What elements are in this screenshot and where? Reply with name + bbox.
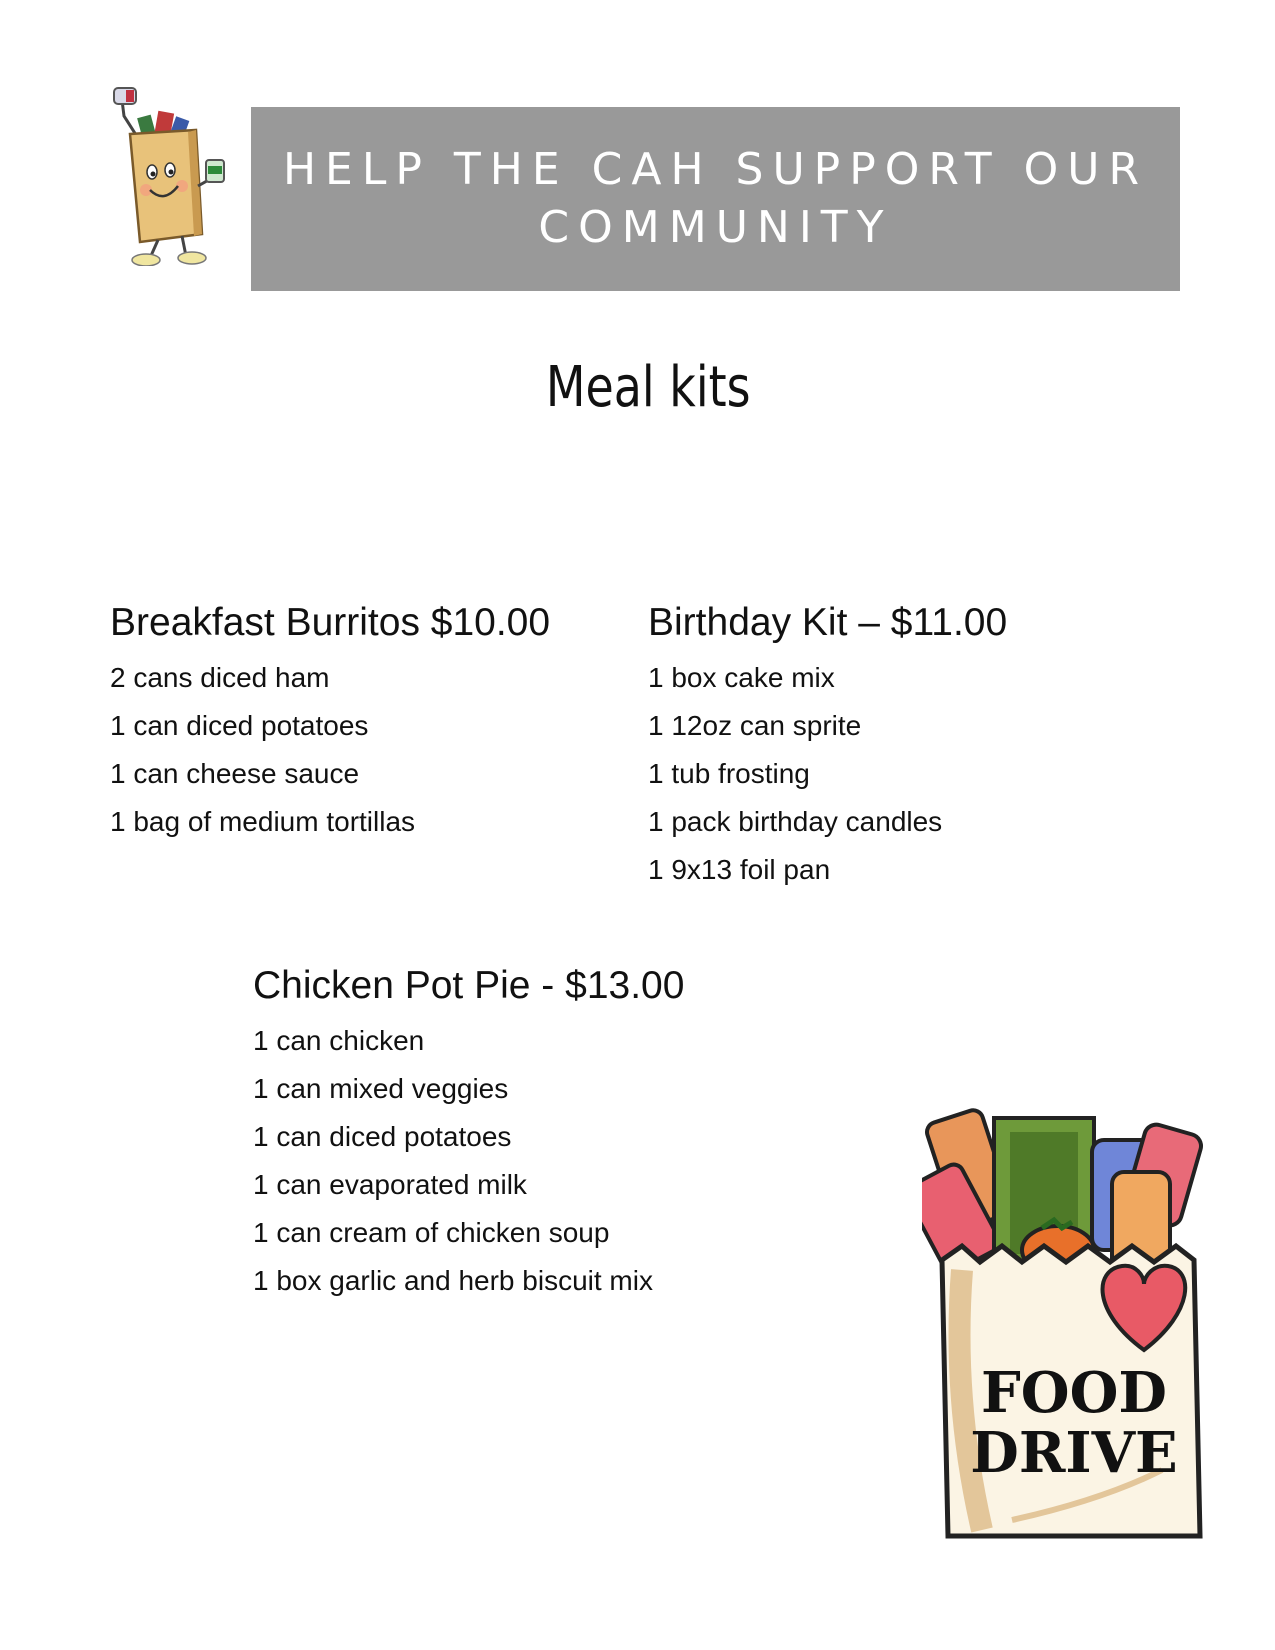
kit-item: 1 can evaporated milk — [253, 1169, 527, 1200]
food-drive-line1: FOOD — [981, 1360, 1167, 1426]
kit-item: 1 can diced potatoes — [253, 1121, 512, 1152]
grocery-bag-mascot-icon — [100, 86, 235, 266]
kit-title: Chicken Pot Pie - $13.00 — [253, 964, 685, 1007]
kit-item: 1 can chicken — [253, 1025, 425, 1056]
header-banner — [251, 107, 1180, 291]
kit-item-list — [110, 654, 550, 846]
kit-title: Breakfast Burritos $10.00 — [110, 601, 551, 644]
page-title: Meal kits — [545, 355, 751, 420]
kit-item: 1 can cheese sauce — [110, 758, 360, 789]
kit-item: 1 tub frosting — [648, 758, 810, 789]
kit-item: 1 pack birthday candles — [648, 806, 943, 837]
food-drive-line2: DRIVE — [970, 1420, 1178, 1486]
kit-title: Birthday Kit – $11.00 — [648, 601, 1008, 644]
banner-title: HELP THE CAH SUPPORT OUR COMMUNITY — [282, 144, 1149, 253]
kit-item: 1 can diced potatoes — [110, 710, 369, 741]
kit-breakfast-burritos — [110, 596, 550, 846]
kit-item-list — [253, 1017, 684, 1305]
kit-birthday — [648, 596, 1007, 894]
kit-item-list — [648, 654, 1007, 894]
food-drive-bag-icon — [922, 1100, 1222, 1556]
kit-item: 1 box garlic and herb biscuit mix — [253, 1265, 653, 1296]
kit-chicken-pot-pie — [253, 959, 684, 1305]
kit-item: 1 12oz can sprite — [648, 710, 862, 741]
kit-item: 1 bag of medium tortillas — [110, 806, 416, 837]
kit-item: 1 box cake mix — [648, 662, 835, 693]
kit-item: 2 cans diced ham — [110, 662, 330, 693]
kit-item: 1 can mixed veggies — [253, 1073, 509, 1104]
kit-item: 1 9x13 foil pan — [648, 854, 831, 885]
kit-item: 1 can cream of chicken soup — [253, 1217, 610, 1248]
